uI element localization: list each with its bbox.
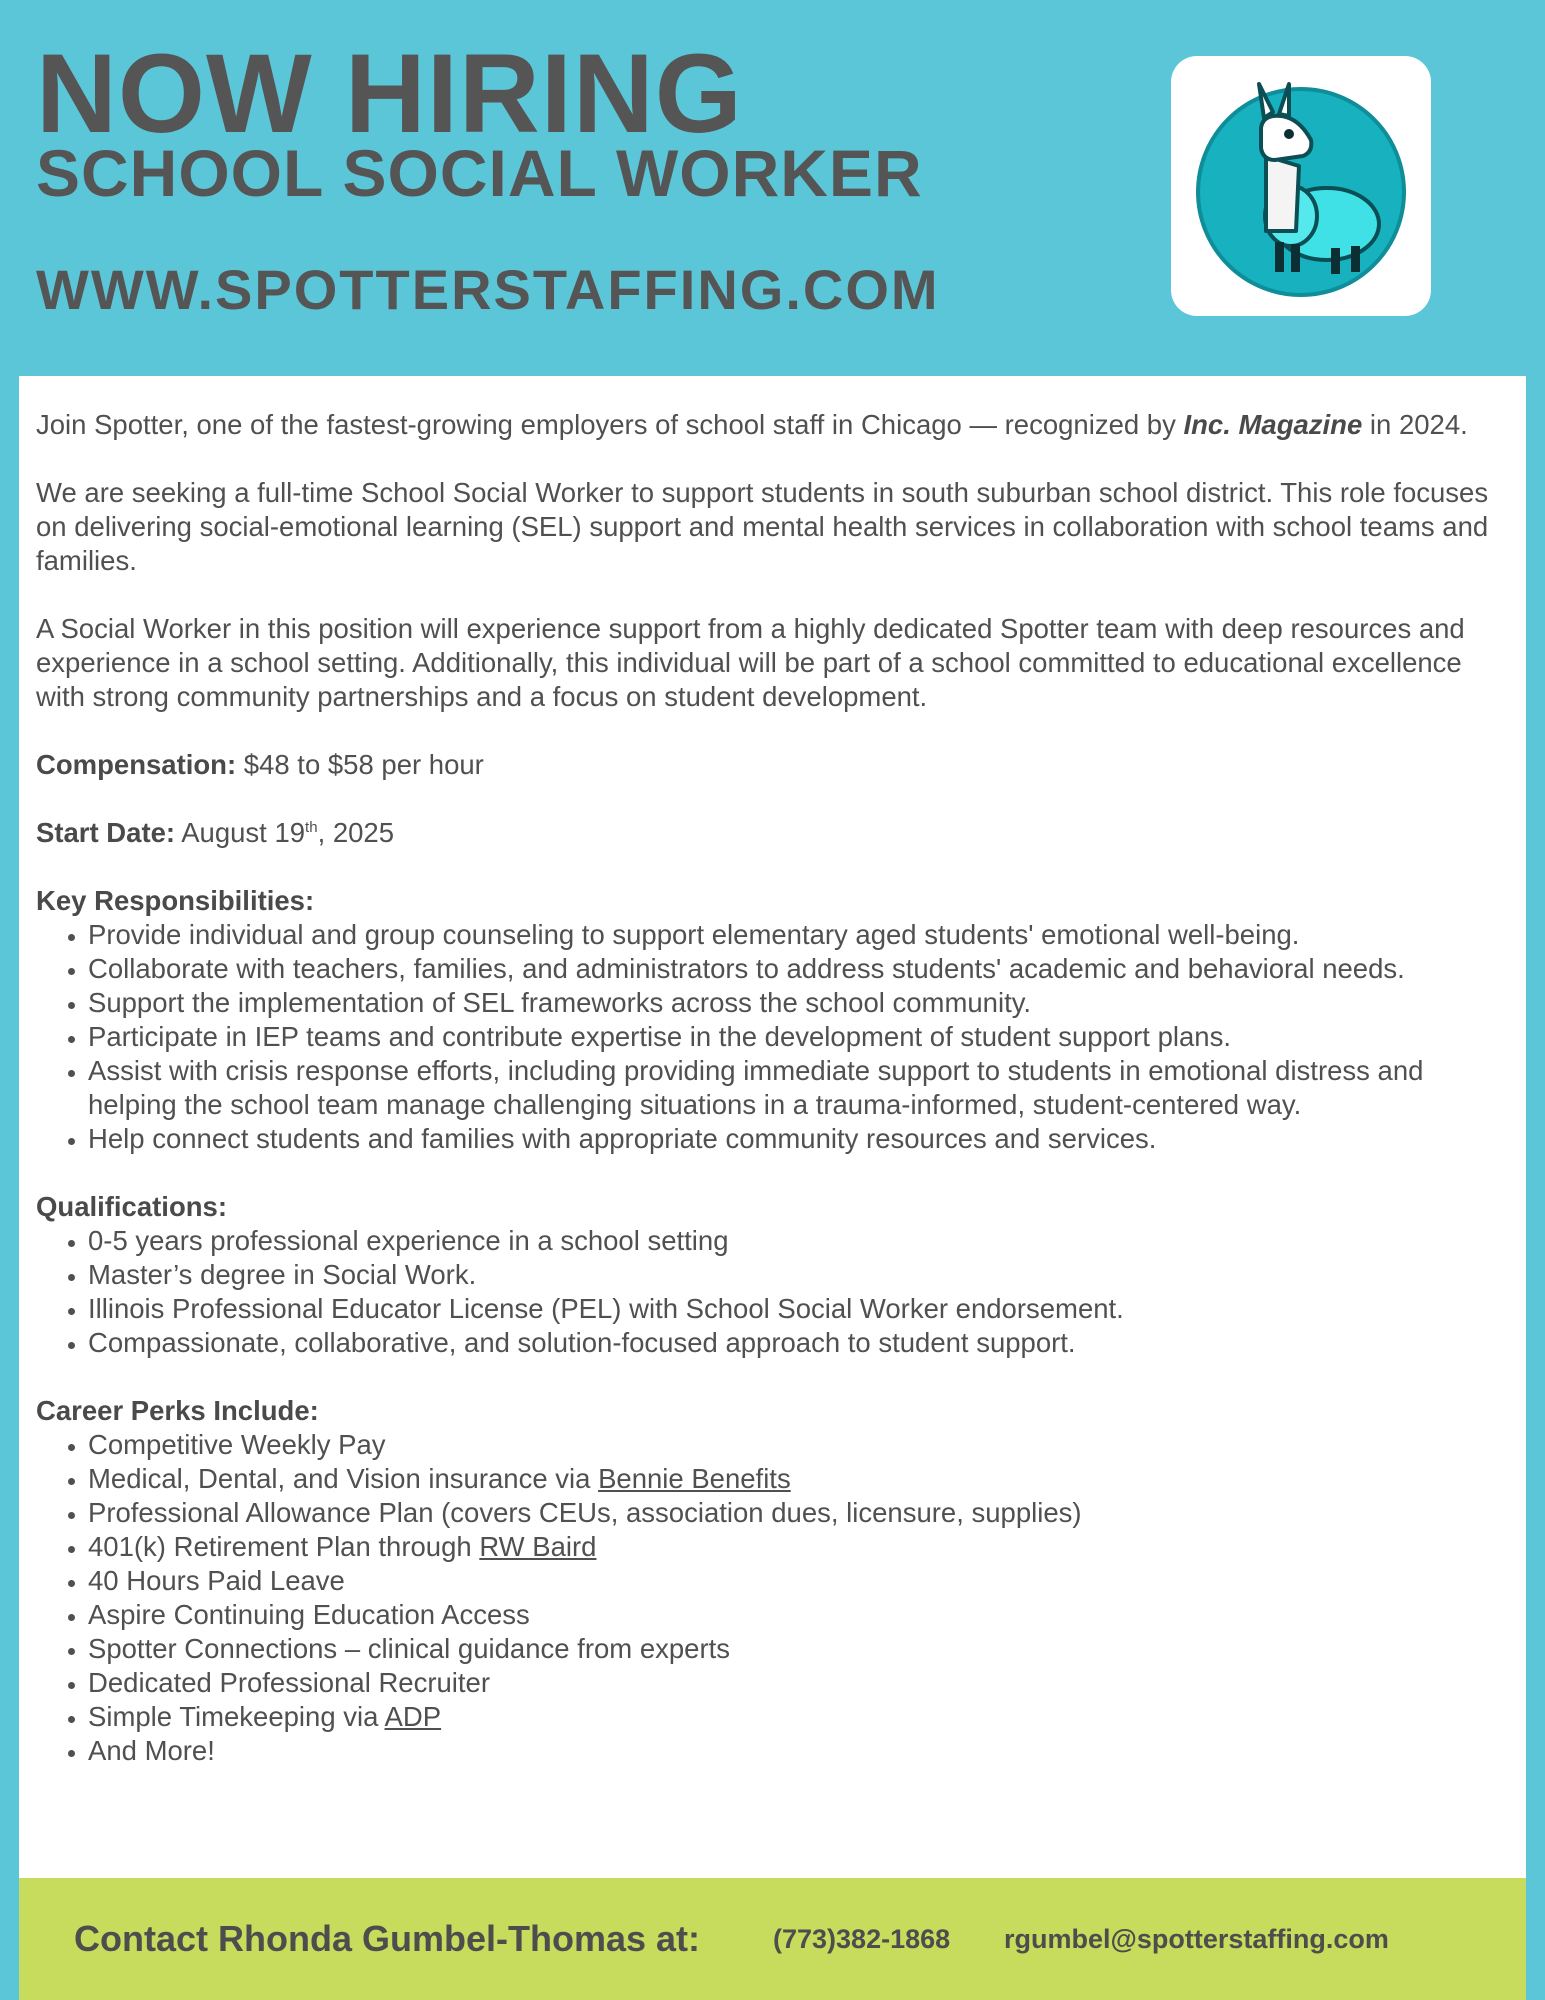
list-item: • Master’s degree in Social Work.: [88, 1258, 1496, 1292]
list-item: • Compassionate, collaborative, and solution-focused approach to student support.: [88, 1326, 1496, 1360]
job-description-panel: [19, 376, 1526, 1878]
publication-name: Inc. Magazine: [1183, 409, 1363, 440]
list-item: • Participate in IEP teams and contribute expertise in the development of student support plans.: [88, 1020, 1496, 1054]
llama-icon: [1171, 56, 1431, 316]
rw-baird-link[interactable]: RW Baird: [479, 1531, 597, 1562]
list-item: • 401(k) Retirement Plan through RW Baird: [88, 1530, 1496, 1564]
list-item: • Aspire Continuing Education Access: [88, 1598, 1496, 1632]
list-item: • Illinois Professional Educator License (PEL) with School Social Worker endorsement.: [88, 1292, 1496, 1326]
list-item: • Dedicated Professional Recruiter: [88, 1666, 1496, 1700]
responsibilities-list: [36, 918, 1496, 1156]
start-date: Start Date: August 19th, 2025: [36, 817, 395, 848]
list-item: • Help connect students and families with appropriate community resources and services.: [88, 1122, 1496, 1156]
compensation: [36, 748, 1496, 782]
compensation-label: Compensation:: [36, 749, 237, 780]
list-item: • Support the implementation of SEL frameworks across the school community.: [88, 986, 1496, 1020]
header-banner: [0, 0, 1545, 375]
adp-link[interactable]: ADP: [384, 1701, 442, 1732]
qualifications-list: [36, 1224, 1496, 1360]
perks-list: [36, 1428, 1496, 1768]
list-item: • Assist with crisis response efforts, including providing immediate support to students in emotional distress and helping the school team manage challenging situations in a trauma-informed, student-centered way.: [88, 1054, 1496, 1122]
job-description-body: [36, 408, 1496, 1802]
list-item: • Spotter Connections – clinical guidance from experts: [88, 1632, 1496, 1666]
website-link[interactable]: WWW.SPOTTERSTAFFING.COM: [36, 258, 940, 321]
list-item: • 0-5 years professional experience in a school setting: [88, 1224, 1496, 1258]
list-item: • Collaborate with teachers, families, and administrators to address students' academic and behavioral needs.: [88, 952, 1496, 986]
perks-heading: Career Perks Include:: [36, 1395, 319, 1426]
list-item: • Medical, Dental, and Vision insurance via Bennie Benefits: [88, 1462, 1496, 1496]
compensation-value: $48 to $58 per hour: [243, 749, 484, 780]
list-item: • Provide individual and group counseling to support elementary aged students' emotional well-being.: [88, 918, 1496, 952]
contact-label: Contact Rhonda Gumbel-Thomas at:: [74, 1918, 701, 1959]
list-item: • Competitive Weekly Pay: [88, 1428, 1496, 1462]
start-date-label: Start Date:: [36, 817, 176, 848]
page-title: NOW HIRING: [36, 31, 743, 156]
list-item: • Professional Allowance Plan (covers CEUs, association dues, licensure, supplies): [88, 1496, 1496, 1530]
contact-email[interactable]: rgumbel@spotterstaffing.com: [1004, 1924, 1389, 1954]
list-item: • And More!: [88, 1734, 1496, 1768]
contact-footer: [19, 1878, 1526, 2000]
list-item: • Simple Timekeeping via ADP: [88, 1700, 1496, 1734]
job-title: SCHOOL SOCIAL WORKER: [36, 136, 923, 210]
logo-card: [1171, 56, 1431, 316]
intro-paragraph: Join Spotter, one of the fastest-growing employers of school staff in Chicago — recognized by Inc. Magazine in 2024.: [36, 409, 1468, 440]
bennie-benefits-link[interactable]: Bennie Benefits: [598, 1463, 791, 1494]
role-paragraph: We are seeking a full-time School Social Worker to support students in south suburban school district. This role focuses on delivering social-emotional learning (SEL) support and mental health services in collaboration with school teams and families.: [36, 477, 1489, 576]
list-item: • 40 Hours Paid Leave: [88, 1564, 1496, 1598]
contact-phone[interactable]: (773)382-1868: [773, 1924, 951, 1954]
qualifications-heading: Qualifications:: [36, 1191, 227, 1222]
support-paragraph: A Social Worker in this position will experience support from a highly dedicated Spotter team with deep resources and experience in a school setting. Additionally, this individual will be part of a school committed to educational excellence with strong community partnerships and a focus on student development.: [36, 613, 1465, 712]
responsibilities-heading: Key Responsibilities:: [36, 885, 315, 916]
